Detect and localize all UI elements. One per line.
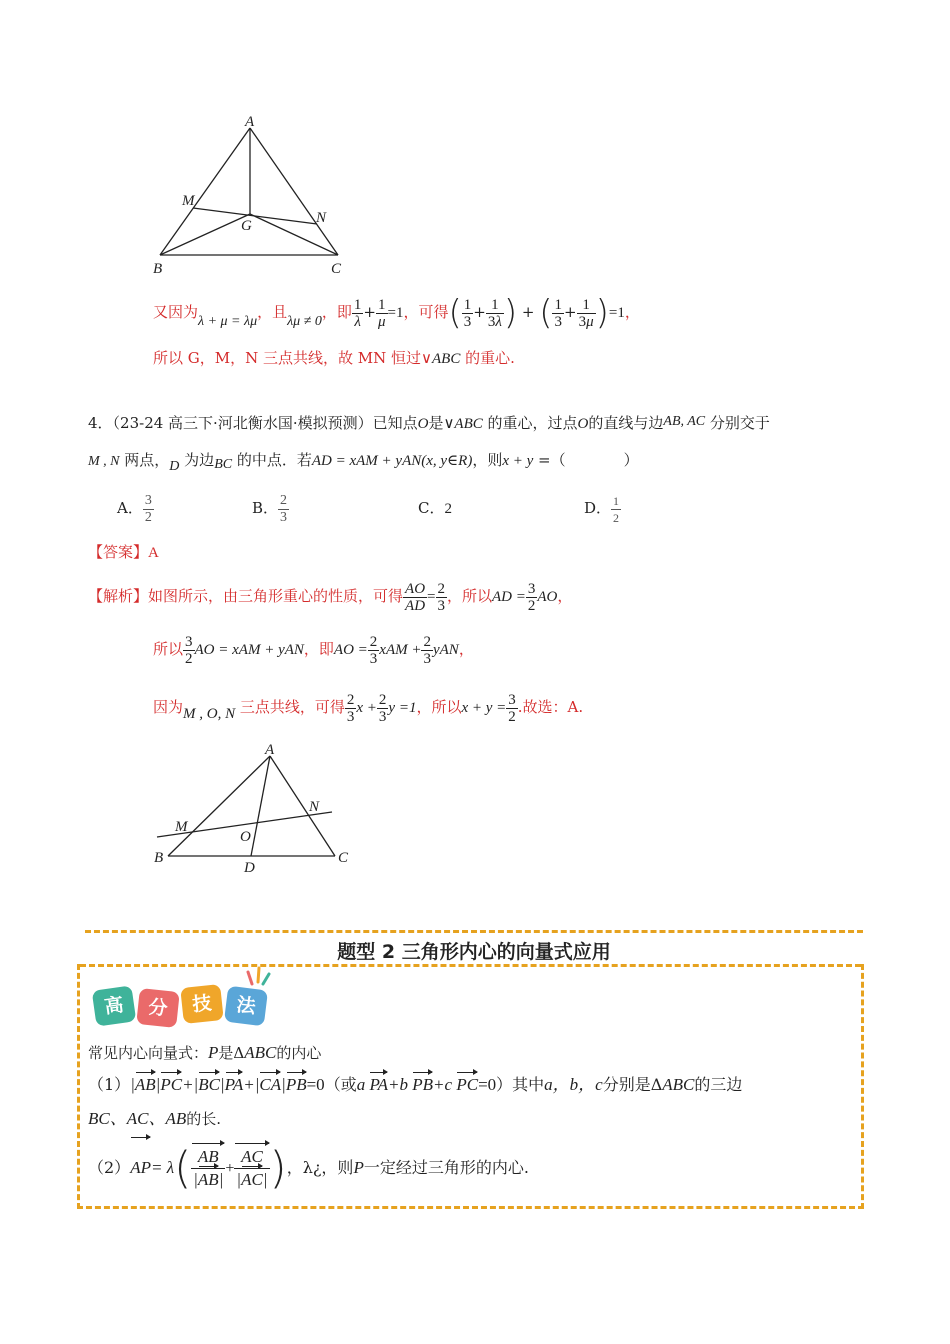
figure-triangle-centroid — [145, 112, 365, 282]
tip-badges — [92, 978, 282, 1030]
edge-ac — [250, 128, 338, 255]
solution-line-2: 所以 G，M，N 三点共线，故 MN 恒过∨ABC 的重心. — [153, 349, 515, 367]
edge-ab — [168, 756, 270, 856]
section-title: 题型 2 三角形内心的向量式应用 — [337, 941, 611, 963]
sparkle-icon — [246, 966, 272, 988]
question-4-line-2: M , N 两点，D 为边BC 的中点．若AD = xAM + yAN(x, y∈R)，则x + y =（ ） — [88, 451, 639, 474]
solution-line-1: 又因为λ + μ = λμ，且λμ ≠ 0，即 $\frac{1}{\lambda}$ + $\frac{1}{\mu}$ =1，可得( $\frac{1}{3}$ + $\frac{1}{3\lambda}$ ) + ( $\frac{1}{3}$ + $\frac{1}{3\mu}$ )=1， — [153, 293, 640, 333]
badge-fa: 法 — [224, 986, 268, 1027]
answer-line: 【答案】A — [88, 543, 159, 561]
badge-fen: 分 — [136, 988, 180, 1028]
label-a: A — [245, 114, 255, 130]
tip-formula-2: （2）AP= λ( $\frac{AB}{|AB|}$ + $\frac{AC}{|AC|}$ )，λ¿，则P一定经过三角形的内心. — [88, 1140, 529, 1196]
label-d: D — [244, 860, 255, 876]
analysis-line-2: 所以 $\frac{3}{2}$ AO = xAM + yAN，即AO = $\frac{2}{3}$ xAM + $\frac{2}{3}$ yAN， — [153, 633, 474, 667]
label-n: N — [309, 799, 320, 815]
label-c: C — [338, 850, 349, 866]
label-b: B — [154, 850, 164, 866]
line-mn — [193, 208, 317, 224]
analysis-line-3: 因为M , O, N 三点共线，可得 $\frac{2}{3}$ x + $\frac{2}{3}$ y =1，所以x + y = $\frac{3}{2}$ .故选：A. — [153, 691, 584, 725]
badge-gao: 高 — [92, 985, 137, 1026]
tip-intro: 常见内心向量式：P是ΔABC的内心 — [88, 1043, 322, 1062]
label-m: M — [182, 193, 195, 209]
label-g: G — [241, 218, 252, 234]
label-a: A — [265, 742, 275, 758]
option-b[interactable]: B． $\frac{2}{3}$ — [252, 492, 288, 525]
line-bg — [160, 214, 250, 255]
section-top-divider — [85, 930, 863, 933]
label-o: O — [240, 829, 251, 845]
option-d[interactable]: D． $\frac{1}{2}$ — [584, 493, 620, 525]
tip-formula-1: （1）|AB|PC+|BC|PA+|CA|PB=0（或a PA+b PB+c PC=0）其中a，b，c分别是ΔABC的三边 — [88, 1075, 743, 1094]
question-4-line-1: 4．（23-24 高三下·河北衡水国·模拟预测）已知点O是∨ABC 的重心，过点O的直线与边AB, AC 分别交于 — [88, 414, 770, 432]
badge-ji: 技 — [180, 984, 224, 1024]
edge-ab — [160, 128, 250, 255]
label-n: N — [316, 210, 327, 226]
tip-formula-1-continued: BC、AC、AB的长. — [88, 1109, 221, 1128]
option-c[interactable]: C．2 — [418, 499, 452, 517]
option-a[interactable]: A． $\frac{3}{2}$ — [117, 492, 152, 525]
analysis-line-1: 【解析】如图所示，由三角形重心的性质，可得 $\frac{AO}{AD}$ = $\frac{2}{3}$ ，所以AD = $\frac{3}{2}$ AO， — [88, 580, 573, 614]
figure-triangle-medians — [145, 738, 365, 878]
edge-ac — [270, 756, 335, 856]
label-c: C — [331, 261, 342, 277]
label-m: M — [175, 819, 188, 835]
label-b: B — [153, 261, 163, 277]
